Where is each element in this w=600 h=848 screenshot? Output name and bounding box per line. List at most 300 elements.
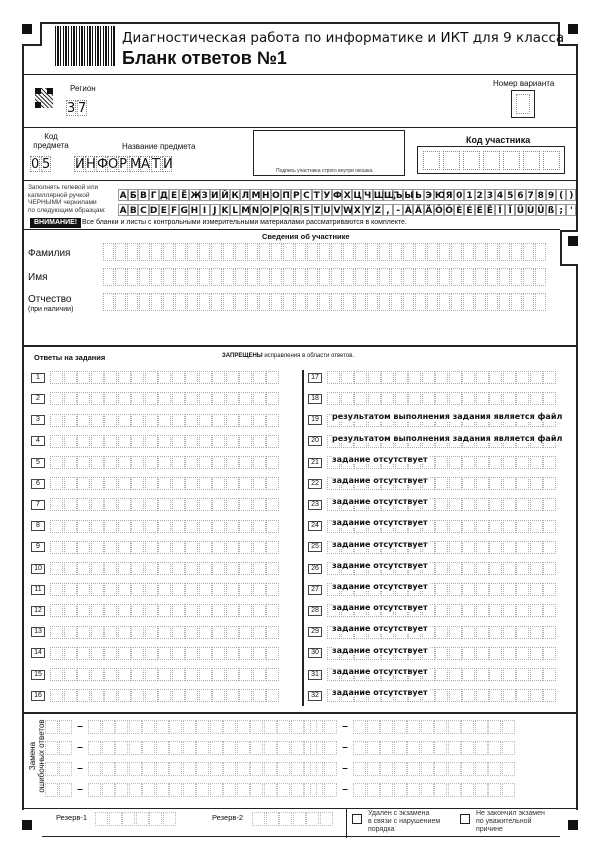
answer-cell[interactable] [253, 520, 266, 533]
answer-cell[interactable] [118, 520, 131, 533]
answer-cell[interactable] [172, 689, 185, 702]
answer-cell[interactable] [118, 647, 131, 660]
answer-cell[interactable] [91, 647, 104, 660]
answer-cell[interactable] [253, 668, 266, 681]
answer-cell[interactable] [158, 392, 171, 405]
replacement-answer-cell[interactable] [223, 720, 236, 734]
answer-cell[interactable] [64, 668, 77, 681]
answer-cell[interactable] [503, 371, 516, 384]
replacement-answer-cell[interactable] [502, 741, 515, 755]
answer-cell[interactable] [449, 520, 462, 533]
answer-cell[interactable] [516, 604, 529, 617]
reserve1-field[interactable] [95, 810, 176, 824]
answer-cell[interactable] [516, 371, 529, 384]
answer-cell[interactable] [226, 520, 239, 533]
answer-cell[interactable] [131, 392, 144, 405]
answer-cell[interactable] [91, 498, 104, 511]
replacement-answer-cell[interactable] [421, 762, 434, 776]
answer-cell[interactable] [266, 647, 279, 660]
replacement-answer-cell[interactable] [380, 720, 393, 734]
answer-cell[interactable] [462, 562, 475, 575]
letter-cell[interactable] [319, 293, 330, 311]
answer-cell[interactable] [212, 498, 225, 511]
letter-cell[interactable] [151, 293, 162, 311]
answer-cell[interactable] [185, 414, 198, 427]
letter-cell[interactable] [367, 243, 378, 261]
replacement-answer-cell[interactable] [461, 762, 474, 776]
letter-cell[interactable] [271, 293, 282, 311]
participant-code-field[interactable] [417, 146, 565, 174]
answer-cell[interactable] [239, 626, 252, 639]
answer-cell[interactable] [503, 456, 516, 469]
answer-cell[interactable] [368, 392, 381, 405]
answer-cell[interactable] [158, 435, 171, 448]
answer-cell[interactable] [118, 371, 131, 384]
replacement-answer-cell[interactable] [264, 741, 277, 755]
answer-cell[interactable] [530, 562, 543, 575]
answer-cell[interactable] [145, 520, 158, 533]
letter-cell[interactable] [427, 268, 438, 286]
replacement-answer-cell[interactable] [367, 783, 380, 797]
answer-cell[interactable] [104, 456, 117, 469]
answer-cell[interactable] [516, 520, 529, 533]
reserve-cell[interactable] [252, 812, 265, 826]
answer-cell[interactable] [64, 498, 77, 511]
answer-cell[interactable] [185, 647, 198, 660]
replacement-answer-cell[interactable] [277, 783, 290, 797]
answer-cell[interactable] [104, 668, 117, 681]
answer-cell[interactable] [266, 392, 279, 405]
answer-cell[interactable] [172, 604, 185, 617]
replacement-answer-cell[interactable] [291, 783, 304, 797]
letter-cell[interactable] [331, 243, 342, 261]
letter-cell[interactable] [211, 293, 222, 311]
answer-cell[interactable] [226, 668, 239, 681]
answer-cell[interactable] [503, 689, 516, 702]
replacement-answer-cell[interactable] [475, 762, 488, 776]
replacement-answer-cell[interactable] [461, 741, 474, 755]
answer-cell[interactable] [503, 647, 516, 660]
replacement-answer-cell[interactable] [277, 720, 290, 734]
replacement-number-cell[interactable] [59, 720, 72, 734]
replacement-answer-cell[interactable] [488, 783, 501, 797]
letter-cell[interactable] [223, 243, 234, 261]
letter-cell[interactable] [391, 268, 402, 286]
answer-cell[interactable] [449, 541, 462, 554]
replacement-answer-cell[interactable] [394, 741, 407, 755]
answer-cell[interactable] [199, 562, 212, 575]
replacement-number-cell[interactable] [59, 762, 72, 776]
answer-cell[interactable] [239, 689, 252, 702]
letter-cell[interactable] [415, 268, 426, 286]
region-digit[interactable]: 3 [67, 101, 76, 116]
replacement-answer-cell[interactable] [367, 720, 380, 734]
replacement-answer-cell[interactable] [448, 762, 461, 776]
answer-cell[interactable] [145, 541, 158, 554]
replacement-answer-cell[interactable] [156, 720, 169, 734]
answer-cell[interactable] [516, 583, 529, 596]
letter-cell[interactable] [535, 293, 546, 311]
letter-cell[interactable] [103, 293, 114, 311]
answer-cell[interactable] [185, 626, 198, 639]
answer-cell[interactable] [543, 626, 556, 639]
letter-cell[interactable] [283, 293, 294, 311]
answer-cell[interactable] [239, 392, 252, 405]
answer-cell[interactable] [476, 456, 489, 469]
replacement-answer-cell[interactable] [142, 741, 155, 755]
answer-cell[interactable] [145, 668, 158, 681]
answer-cell[interactable] [145, 435, 158, 448]
reserve-cell[interactable] [122, 812, 135, 826]
answer-cell[interactable] [435, 562, 448, 575]
replacement-answer-cell[interactable] [434, 762, 447, 776]
answer-cell[interactable] [449, 583, 462, 596]
replacement-answer-cell[interactable] [380, 741, 393, 755]
replacement-answer-cell[interactable] [488, 720, 501, 734]
answer-cell[interactable] [435, 477, 448, 490]
answer-cell[interactable] [212, 520, 225, 533]
answer-cell[interactable] [77, 414, 90, 427]
letter-cell[interactable] [283, 268, 294, 286]
answer-cell[interactable] [212, 668, 225, 681]
replacement-number-cell[interactable] [310, 783, 323, 797]
answer-cell[interactable] [185, 371, 198, 384]
answer-cell[interactable] [253, 392, 266, 405]
subject-name-letter[interactable]: Н [86, 157, 96, 172]
letter-cell[interactable] [223, 268, 234, 286]
replacement-answer-cell[interactable] [88, 720, 101, 734]
answer-cell[interactable] [435, 371, 448, 384]
letter-cell[interactable] [427, 243, 438, 261]
answer-cell[interactable] [543, 371, 556, 384]
letter-cell[interactable] [499, 293, 510, 311]
answer-cell[interactable] [77, 647, 90, 660]
answer-cell[interactable] [64, 392, 77, 405]
replacement-answer-cell[interactable] [277, 741, 290, 755]
answer-cell[interactable] [212, 435, 225, 448]
answer-cell[interactable] [489, 689, 502, 702]
answer-cell[interactable] [131, 435, 144, 448]
replacement-number-cell[interactable] [324, 762, 337, 776]
replacement-answer-cell[interactable] [250, 741, 263, 755]
letter-cell[interactable] [379, 243, 390, 261]
answer-cell[interactable] [462, 647, 475, 660]
answer-cell[interactable] [489, 477, 502, 490]
answer-cell[interactable] [131, 647, 144, 660]
answer-cell[interactable] [435, 520, 448, 533]
answer-cell[interactable] [91, 689, 104, 702]
subject-name-letter[interactable]: А [141, 157, 150, 172]
answer-cell[interactable] [50, 668, 63, 681]
answer-cell[interactable] [253, 371, 266, 384]
answer-cell[interactable] [91, 604, 104, 617]
participant-code-cell[interactable] [443, 151, 460, 170]
answer-cell[interactable] [172, 668, 185, 681]
answer-cell[interactable] [212, 689, 225, 702]
replacement-answer-cell[interactable] [488, 762, 501, 776]
replacement-answer-cell[interactable] [277, 762, 290, 776]
answer-cell[interactable] [185, 520, 198, 533]
answer-cell[interactable] [50, 626, 63, 639]
answer-cell[interactable] [118, 604, 131, 617]
answer-cell[interactable] [253, 647, 266, 660]
letter-cell[interactable] [391, 293, 402, 311]
answer-cell[interactable] [543, 562, 556, 575]
answer-cell[interactable] [543, 456, 556, 469]
answer-cell[interactable] [462, 604, 475, 617]
answer-cell[interactable] [172, 414, 185, 427]
letter-cell[interactable] [499, 243, 510, 261]
answer-cell[interactable] [239, 604, 252, 617]
answer-cell[interactable] [503, 541, 516, 554]
answer-cell[interactable] [131, 520, 144, 533]
replacement-number-cell[interactable] [59, 783, 72, 797]
answer-cell[interactable] [530, 626, 543, 639]
answer-cell[interactable] [131, 477, 144, 490]
answer-cell[interactable] [476, 392, 489, 405]
letter-cell[interactable] [403, 243, 414, 261]
answer-cell[interactable] [77, 392, 90, 405]
answer-cell[interactable] [543, 604, 556, 617]
letter-cell[interactable] [343, 268, 354, 286]
answer-cell[interactable] [77, 541, 90, 554]
answer-cell[interactable] [435, 647, 448, 660]
letter-cell[interactable] [199, 243, 210, 261]
replacement-answer-cell[interactable] [448, 783, 461, 797]
answer-cell[interactable] [185, 456, 198, 469]
replacement-number-cell[interactable] [324, 720, 337, 734]
answer-cell[interactable] [50, 647, 63, 660]
answer-cell[interactable] [77, 583, 90, 596]
answer-cell[interactable] [212, 414, 225, 427]
letter-cell[interactable] [151, 268, 162, 286]
subject-name-letter[interactable]: Ф [97, 157, 109, 172]
answer-cell[interactable] [530, 689, 543, 702]
subject-name-letter[interactable]: М [130, 157, 142, 172]
letter-cell[interactable] [367, 293, 378, 311]
reserve-cell[interactable] [266, 812, 279, 826]
reserve-cell[interactable] [306, 812, 319, 826]
answer-cell[interactable] [172, 583, 185, 596]
answer-cell[interactable] [77, 604, 90, 617]
replacement-answer-cell[interactable] [237, 783, 250, 797]
answer-cell[interactable] [77, 456, 90, 469]
answer-cell[interactable] [395, 371, 408, 384]
letter-cell[interactable] [475, 243, 486, 261]
answer-cell[interactable] [266, 604, 279, 617]
letter-cell[interactable] [115, 243, 126, 261]
letter-cell[interactable] [403, 268, 414, 286]
answer-cell[interactable] [226, 689, 239, 702]
answer-cell[interactable] [516, 541, 529, 554]
replacement-answer-cell[interactable] [421, 741, 434, 755]
answer-cell[interactable] [449, 456, 462, 469]
answer-cell[interactable] [64, 456, 77, 469]
letter-cell[interactable] [223, 293, 234, 311]
answer-cell[interactable] [118, 477, 131, 490]
reserve-cell[interactable] [163, 812, 176, 826]
answer-cell[interactable] [489, 604, 502, 617]
replacement-answer-cell[interactable] [169, 762, 182, 776]
answer-cell[interactable] [158, 520, 171, 533]
answer-cell[interactable] [50, 562, 63, 575]
reserve2-field[interactable] [252, 810, 333, 824]
answer-cell[interactable] [158, 541, 171, 554]
replacement-answer-cell[interactable] [407, 783, 420, 797]
participant-code-cell[interactable] [483, 151, 500, 170]
replacement-answer-cell[interactable] [291, 720, 304, 734]
answer-cell[interactable] [64, 414, 77, 427]
replacement-answer-cell[interactable] [434, 783, 447, 797]
subject-code-field[interactable] [30, 156, 52, 174]
answer-cell[interactable] [104, 498, 117, 511]
answer-cell[interactable] [64, 689, 77, 702]
answer-cell[interactable] [104, 520, 117, 533]
answer-cell[interactable] [516, 392, 529, 405]
answer-cell[interactable] [530, 477, 543, 490]
signature-box[interactable] [253, 130, 405, 176]
answer-cell[interactable] [64, 371, 77, 384]
answer-cell[interactable] [118, 562, 131, 575]
replacement-answer-cell[interactable] [129, 741, 142, 755]
answer-cell[interactable] [476, 477, 489, 490]
replacement-answer-cell[interactable] [196, 720, 209, 734]
answer-cell[interactable] [253, 477, 266, 490]
answer-cell[interactable] [516, 456, 529, 469]
answer-cell[interactable] [212, 562, 225, 575]
answer-cell[interactable] [266, 477, 279, 490]
answer-cell[interactable] [253, 562, 266, 575]
answer-cell[interactable] [239, 668, 252, 681]
answer-cell[interactable] [462, 668, 475, 681]
answer-cell[interactable] [64, 562, 77, 575]
replacement-answer-cell[interactable] [156, 741, 169, 755]
answer-cell[interactable] [543, 541, 556, 554]
answer-cell[interactable] [50, 435, 63, 448]
answer-cell[interactable] [77, 520, 90, 533]
answer-cell[interactable] [449, 668, 462, 681]
answer-cell[interactable] [435, 604, 448, 617]
answer-cell[interactable] [172, 435, 185, 448]
replacement-answer-cell[interactable] [183, 762, 196, 776]
answer-cell[interactable] [266, 435, 279, 448]
answer-cell[interactable] [476, 604, 489, 617]
answer-cell[interactable] [158, 689, 171, 702]
answer-cell[interactable] [239, 562, 252, 575]
answer-cell[interactable] [64, 647, 77, 660]
answer-cell[interactable] [212, 371, 225, 384]
replacement-number-cell[interactable] [45, 720, 58, 734]
answer-cell[interactable] [104, 647, 117, 660]
answer-cell[interactable] [64, 583, 77, 596]
answer-cell[interactable] [131, 498, 144, 511]
replacement-answer-cell[interactable] [353, 741, 366, 755]
replacement-answer-cell[interactable] [210, 762, 223, 776]
answer-cell[interactable] [503, 668, 516, 681]
replacement-answer-cell[interactable] [264, 783, 277, 797]
replacement-number-cell[interactable] [324, 783, 337, 797]
replacement-answer-cell[interactable] [461, 783, 474, 797]
surname-field[interactable] [103, 243, 547, 261]
answer-cell[interactable] [50, 371, 63, 384]
replacement-answer-cell[interactable] [394, 762, 407, 776]
answer-cell[interactable] [489, 562, 502, 575]
answer-cell[interactable] [530, 520, 543, 533]
answer-cell[interactable] [50, 520, 63, 533]
answer-cell[interactable] [91, 626, 104, 639]
answer-cell[interactable] [239, 583, 252, 596]
answer-cell[interactable] [185, 604, 198, 617]
answer-cell[interactable] [50, 456, 63, 469]
answer-cell[interactable] [185, 498, 198, 511]
answer-cell[interactable] [185, 668, 198, 681]
answer-cell[interactable] [449, 477, 462, 490]
letter-cell[interactable] [439, 293, 450, 311]
letter-cell[interactable] [307, 243, 318, 261]
letter-cell[interactable] [259, 268, 270, 286]
replacement-answer-cell[interactable] [223, 741, 236, 755]
answer-cell[interactable] [77, 626, 90, 639]
answer-cell[interactable] [158, 668, 171, 681]
answer-cell[interactable] [172, 456, 185, 469]
letter-cell[interactable] [511, 268, 522, 286]
replacement-answer-cell[interactable] [291, 741, 304, 755]
letter-cell[interactable] [355, 268, 366, 286]
answer-cell[interactable] [77, 689, 90, 702]
letter-cell[interactable] [175, 268, 186, 286]
letter-cell[interactable] [175, 243, 186, 261]
answer-cell[interactable] [530, 583, 543, 596]
answer-cell[interactable] [341, 392, 354, 405]
subject-name-letter[interactable]: И [163, 157, 173, 172]
answer-cell[interactable] [266, 520, 279, 533]
answer-cell[interactable] [185, 392, 198, 405]
replacement-answer-cell[interactable] [237, 762, 250, 776]
answer-cell[interactable] [266, 371, 279, 384]
replacement-answer-cell[interactable] [421, 783, 434, 797]
answer-cell[interactable] [503, 392, 516, 405]
answer-cell[interactable] [158, 371, 171, 384]
answer-cell[interactable] [503, 562, 516, 575]
replacement-answer-cell[interactable] [210, 741, 223, 755]
letter-cell[interactable] [379, 293, 390, 311]
answer-cell[interactable] [91, 371, 104, 384]
letter-cell[interactable] [475, 293, 486, 311]
replacement-answer-cell[interactable] [502, 762, 515, 776]
answer-cell[interactable] [543, 392, 556, 405]
answer-cell[interactable] [118, 668, 131, 681]
answer-cell[interactable] [104, 541, 117, 554]
answer-cell[interactable] [199, 604, 212, 617]
replacement-number-cell[interactable] [45, 741, 58, 755]
replacement-answer-cell[interactable] [223, 783, 236, 797]
answer-cell[interactable] [131, 604, 144, 617]
answer-cell[interactable] [422, 371, 435, 384]
letter-cell[interactable] [127, 243, 138, 261]
answer-cell[interactable] [212, 541, 225, 554]
replacement-answer-cell[interactable] [237, 720, 250, 734]
letter-cell[interactable] [211, 243, 222, 261]
answer-cell[interactable] [530, 456, 543, 469]
answer-cell[interactable] [226, 562, 239, 575]
answer-cell[interactable] [253, 626, 266, 639]
answer-cell[interactable] [64, 477, 77, 490]
answer-cell[interactable] [435, 456, 448, 469]
letter-cell[interactable] [523, 268, 534, 286]
answer-cell[interactable] [226, 583, 239, 596]
replacement-number-cell[interactable] [59, 741, 72, 755]
answer-cell[interactable] [266, 541, 279, 554]
